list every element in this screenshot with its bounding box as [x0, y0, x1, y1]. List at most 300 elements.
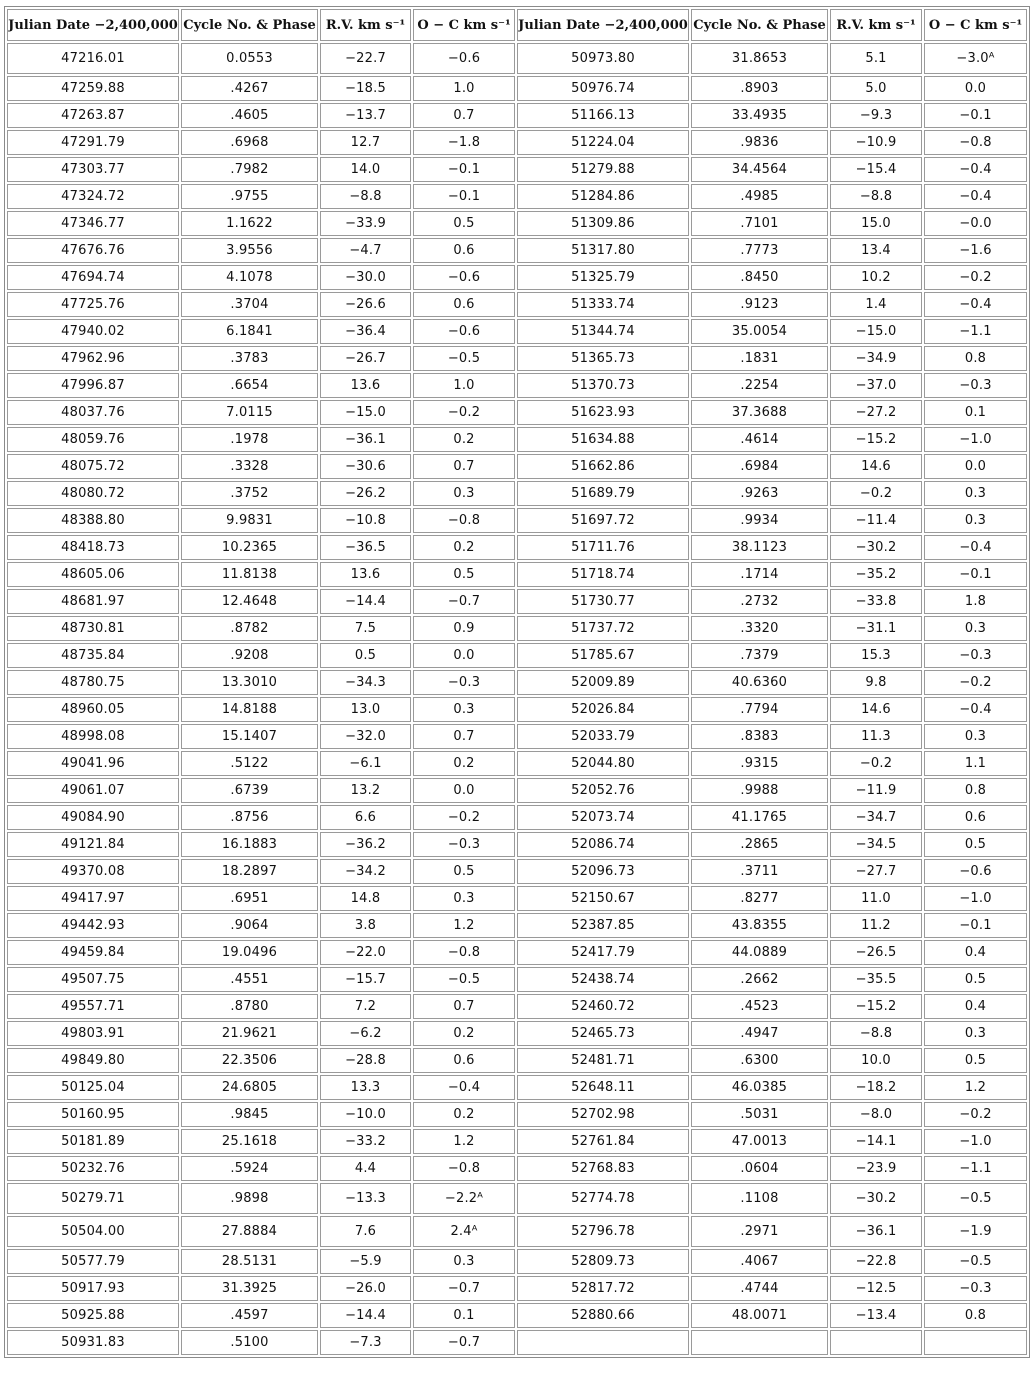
radial-velocity-table: [4, 6, 1030, 1358]
cell-radial-velocity: −14.4: [320, 589, 411, 614]
cell-cycle-phase-2: .2254: [691, 373, 828, 398]
cell-o-minus-c: 0.6: [413, 238, 515, 263]
cell-radial-velocity: −10.8: [320, 508, 411, 533]
table-row: [7, 805, 1027, 830]
cell-cycle-phase: .3328: [181, 454, 318, 479]
cell-radial-velocity-2: 15.0: [830, 211, 922, 236]
table-row: [7, 1102, 1027, 1127]
cell-radial-velocity: 7.2: [320, 994, 411, 1019]
header-o-minus-c: O − C km s⁻¹: [413, 9, 515, 41]
table-row: [7, 724, 1027, 749]
cell-cycle-phase-2: 43.8355: [691, 913, 828, 938]
cell-radial-velocity-2: −18.2: [830, 1075, 922, 1100]
cell-radial-velocity: −6.1: [320, 751, 411, 776]
cell-o-minus-c-2: −0.4: [924, 157, 1027, 182]
cell-cycle-phase: 4.1078: [181, 265, 318, 290]
cell-o-minus-c-2: −0.4: [924, 184, 1027, 209]
cell-o-minus-c: −0.5: [413, 967, 515, 992]
cell-o-minus-c-2: 0.5: [924, 967, 1027, 992]
cell-cycle-phase: .5924: [181, 1156, 318, 1181]
cell-cycle-phase-2: .1714: [691, 562, 828, 587]
cell-radial-velocity: −26.0: [320, 1276, 411, 1301]
cell-o-minus-c-2: −1.0: [924, 427, 1027, 452]
cell-radial-velocity: −15.0: [320, 400, 411, 425]
table-row: [7, 1183, 1027, 1214]
cell-julian-date: 48998.08: [7, 724, 179, 749]
cell-julian-date-2: 51662.86: [517, 454, 689, 479]
cell-julian-date: 50504.00: [7, 1216, 179, 1247]
cell-radial-velocity: −36.5: [320, 535, 411, 560]
cell-radial-velocity: 7.6: [320, 1216, 411, 1247]
cell-o-minus-c-2: −3.0ᴬ: [924, 43, 1027, 74]
cell-julian-date-2: 52774.78: [517, 1183, 689, 1214]
cell-cycle-phase: .8782: [181, 616, 318, 641]
table-row: [7, 994, 1027, 1019]
cell-julian-date: 47996.87: [7, 373, 179, 398]
cell-julian-date-2: 52880.66: [517, 1303, 689, 1328]
cell-cycle-phase: .8756: [181, 805, 318, 830]
cell-o-minus-c-2: 0.3: [924, 1021, 1027, 1046]
cell-cycle-phase-2: .1831: [691, 346, 828, 371]
cell-julian-date-2: 51634.88: [517, 427, 689, 452]
table-row: [7, 1249, 1027, 1274]
cell-o-minus-c: 0.5: [413, 562, 515, 587]
cell-o-minus-c: −0.8: [413, 940, 515, 965]
cell-o-minus-c: −0.1: [413, 157, 515, 182]
table-row: [7, 1075, 1027, 1100]
cell-radial-velocity-2: −37.0: [830, 373, 922, 398]
cell-o-minus-c-2: −1.9: [924, 1216, 1027, 1247]
cell-o-minus-c-2: 0.3: [924, 616, 1027, 641]
cell-o-minus-c: 1.0: [413, 76, 515, 101]
cell-radial-velocity-2: −15.0: [830, 319, 922, 344]
cell-julian-date: 47940.02: [7, 319, 179, 344]
cell-o-minus-c: 0.6: [413, 292, 515, 317]
cell-julian-date-2: 52086.74: [517, 832, 689, 857]
cell-radial-velocity: 12.7: [320, 130, 411, 155]
cell-julian-date: 48037.76: [7, 400, 179, 425]
cell-julian-date-2: 52460.72: [517, 994, 689, 1019]
cell-radial-velocity: 13.6: [320, 562, 411, 587]
cell-julian-date-2: 50976.74: [517, 76, 689, 101]
cell-o-minus-c-2: 0.3: [924, 508, 1027, 533]
cell-radial-velocity-2: 15.3: [830, 643, 922, 668]
cell-o-minus-c: 0.7: [413, 994, 515, 1019]
table-row: [7, 1276, 1027, 1301]
cell-radial-velocity-2: −8.0: [830, 1102, 922, 1127]
table-row: [7, 1129, 1027, 1154]
cell-o-minus-c-2: −1.1: [924, 1156, 1027, 1181]
cell-cycle-phase: .4597: [181, 1303, 318, 1328]
cell-radial-velocity: −13.7: [320, 103, 411, 128]
cell-cycle-phase: 27.8884: [181, 1216, 318, 1247]
cell-o-minus-c: 0.3: [413, 481, 515, 506]
table-row: [7, 292, 1027, 317]
cell-cycle-phase: .9845: [181, 1102, 318, 1127]
cell-cycle-phase: .5122: [181, 751, 318, 776]
cell-cycle-phase-2: .0604: [691, 1156, 828, 1181]
cell-o-minus-c-2: 0.3: [924, 724, 1027, 749]
cell-radial-velocity: −26.6: [320, 292, 411, 317]
table-row: [7, 1156, 1027, 1181]
cell-cycle-phase-2: .8383: [691, 724, 828, 749]
cell-o-minus-c: 0.3: [413, 697, 515, 722]
cell-cycle-phase-2: .4523: [691, 994, 828, 1019]
cell-o-minus-c: −0.7: [413, 589, 515, 614]
cell-cycle-phase-2: 38.1123: [691, 535, 828, 560]
cell-o-minus-c-2: −0.5: [924, 1183, 1027, 1214]
cell-radial-velocity-2: −10.9: [830, 130, 922, 155]
table-row: [7, 832, 1027, 857]
cell-julian-date-2: 51325.79: [517, 265, 689, 290]
cell-radial-velocity-2: 14.6: [830, 454, 922, 479]
cell-julian-date-2: 51166.13: [517, 103, 689, 128]
table-row: [7, 751, 1027, 776]
cell-o-minus-c: −0.4: [413, 1075, 515, 1100]
cell-o-minus-c: 1.0: [413, 373, 515, 398]
cell-julian-date-2: 52796.78: [517, 1216, 689, 1247]
table-row: [7, 76, 1027, 101]
cell-julian-date: 49370.08: [7, 859, 179, 884]
cell-o-minus-c: 0.2: [413, 535, 515, 560]
cell-o-minus-c-2: 0.4: [924, 940, 1027, 965]
header-radial-velocity-2: R.V. km s⁻¹: [830, 9, 922, 41]
cell-radial-velocity: −33.2: [320, 1129, 411, 1154]
cell-o-minus-c: −0.6: [413, 43, 515, 74]
cell-julian-date: 48730.81: [7, 616, 179, 641]
cell-julian-date-2: 52150.67: [517, 886, 689, 911]
cell-julian-date: 50181.89: [7, 1129, 179, 1154]
cell-julian-date: 47216.01: [7, 43, 179, 74]
cell-julian-date-2: 52465.73: [517, 1021, 689, 1046]
cell-julian-date-2: 51623.93: [517, 400, 689, 425]
table-row: [7, 697, 1027, 722]
cell-julian-date: 49849.80: [7, 1048, 179, 1073]
cell-o-minus-c: 2.4ᴬ: [413, 1216, 515, 1247]
table-row: [7, 643, 1027, 668]
cell-o-minus-c-2: 0.3: [924, 481, 1027, 506]
cell-cycle-phase-2: .4985: [691, 184, 828, 209]
cell-julian-date-2: 52768.83: [517, 1156, 689, 1181]
cell-o-minus-c-2: 0.0: [924, 76, 1027, 101]
table-row: [7, 1330, 1027, 1355]
cell-cycle-phase-2: .4614: [691, 427, 828, 452]
cell-julian-date: 47263.87: [7, 103, 179, 128]
cell-radial-velocity: −5.9: [320, 1249, 411, 1274]
cell-julian-date: 47291.79: [7, 130, 179, 155]
cell-cycle-phase-2: 40.6360: [691, 670, 828, 695]
cell-o-minus-c-2: −0.3: [924, 373, 1027, 398]
table-row: [7, 940, 1027, 965]
cell-radial-velocity-2: 11.3: [830, 724, 922, 749]
cell-cycle-phase-2: .2662: [691, 967, 828, 992]
cell-o-minus-c: −0.3: [413, 832, 515, 857]
cell-radial-velocity-2: −22.8: [830, 1249, 922, 1274]
cell-o-minus-c: 0.6: [413, 1048, 515, 1073]
cell-cycle-phase: 10.2365: [181, 535, 318, 560]
cell-radial-velocity-2: [830, 1330, 922, 1355]
cell-julian-date-2: 51737.72: [517, 616, 689, 641]
table-row: [7, 130, 1027, 155]
cell-o-minus-c: −0.6: [413, 319, 515, 344]
cell-o-minus-c: −1.8: [413, 130, 515, 155]
table-row: [7, 670, 1027, 695]
cell-cycle-phase: .8780: [181, 994, 318, 1019]
cell-cycle-phase-2: 35.0054: [691, 319, 828, 344]
cell-radial-velocity: −32.0: [320, 724, 411, 749]
cell-radial-velocity: −34.2: [320, 859, 411, 884]
table-row: [7, 43, 1027, 74]
cell-cycle-phase: 18.2897: [181, 859, 318, 884]
table-row: [7, 967, 1027, 992]
cell-julian-date: 50125.04: [7, 1075, 179, 1100]
table-row: [7, 373, 1027, 398]
cell-radial-velocity-2: −33.8: [830, 589, 922, 614]
cell-radial-velocity-2: −0.2: [830, 751, 922, 776]
cell-o-minus-c: 0.7: [413, 724, 515, 749]
cell-julian-date-2: 52387.85: [517, 913, 689, 938]
cell-o-minus-c-2: 0.5: [924, 1048, 1027, 1073]
cell-julian-date: 49803.91: [7, 1021, 179, 1046]
cell-cycle-phase-2: 46.0385: [691, 1075, 828, 1100]
cell-radial-velocity: 7.5: [320, 616, 411, 641]
cell-julian-date-2: 51333.74: [517, 292, 689, 317]
cell-radial-velocity: −36.1: [320, 427, 411, 452]
cell-o-minus-c: −0.1: [413, 184, 515, 209]
cell-o-minus-c-2: 1.1: [924, 751, 1027, 776]
cell-radial-velocity: 14.0: [320, 157, 411, 182]
cell-julian-date: 50925.88: [7, 1303, 179, 1328]
cell-julian-date-2: 52026.84: [517, 697, 689, 722]
cell-o-minus-c: 0.5: [413, 859, 515, 884]
cell-cycle-phase: .9064: [181, 913, 318, 938]
cell-cycle-phase: .3783: [181, 346, 318, 371]
header-cycle-phase-2: Cycle No. & Phase: [691, 9, 828, 41]
cell-radial-velocity-2: −35.2: [830, 562, 922, 587]
cell-o-minus-c-2: −0.2: [924, 1102, 1027, 1127]
cell-cycle-phase-2: 37.3688: [691, 400, 828, 425]
cell-julian-date-2: 51718.74: [517, 562, 689, 587]
cell-radial-velocity: 6.6: [320, 805, 411, 830]
cell-julian-date: 49061.07: [7, 778, 179, 803]
cell-radial-velocity: −14.4: [320, 1303, 411, 1328]
cell-o-minus-c: −0.8: [413, 1156, 515, 1181]
cell-o-minus-c: 0.3: [413, 886, 515, 911]
cell-radial-velocity-2: 10.2: [830, 265, 922, 290]
cell-radial-velocity-2: −34.7: [830, 805, 922, 830]
cell-cycle-phase: .4551: [181, 967, 318, 992]
cell-julian-date-2: 51284.86: [517, 184, 689, 209]
cell-cycle-phase-2: .9123: [691, 292, 828, 317]
cell-o-minus-c: −0.3: [413, 670, 515, 695]
cell-julian-date: 50279.71: [7, 1183, 179, 1214]
cell-cycle-phase: 15.1407: [181, 724, 318, 749]
cell-julian-date-2: [517, 1330, 689, 1355]
cell-radial-velocity: 13.0: [320, 697, 411, 722]
cell-radial-velocity-2: 1.4: [830, 292, 922, 317]
cell-julian-date-2: 52648.11: [517, 1075, 689, 1100]
cell-cycle-phase: 12.4648: [181, 589, 318, 614]
cell-julian-date-2: 52817.72: [517, 1276, 689, 1301]
cell-julian-date: 50232.76: [7, 1156, 179, 1181]
cell-o-minus-c-2: −1.0: [924, 1129, 1027, 1154]
cell-radial-velocity: 13.6: [320, 373, 411, 398]
cell-cycle-phase-2: .4067: [691, 1249, 828, 1274]
table-row: [7, 184, 1027, 209]
cell-cycle-phase: 16.1883: [181, 832, 318, 857]
cell-cycle-phase: 14.8188: [181, 697, 318, 722]
cell-julian-date-2: 52073.74: [517, 805, 689, 830]
cell-julian-date-2: 51309.86: [517, 211, 689, 236]
cell-radial-velocity-2: −13.4: [830, 1303, 922, 1328]
cell-o-minus-c: 0.2: [413, 751, 515, 776]
cell-cycle-phase: 3.9556: [181, 238, 318, 263]
cell-cycle-phase-2: .8903: [691, 76, 828, 101]
table-row: [7, 103, 1027, 128]
cell-julian-date: 50917.93: [7, 1276, 179, 1301]
cell-julian-date: 47676.76: [7, 238, 179, 263]
cell-julian-date: 50160.95: [7, 1102, 179, 1127]
table-row: [7, 265, 1027, 290]
cell-cycle-phase: 22.3506: [181, 1048, 318, 1073]
cell-radial-velocity-2: 14.6: [830, 697, 922, 722]
cell-o-minus-c-2: −0.6: [924, 859, 1027, 884]
cell-cycle-phase: .9898: [181, 1183, 318, 1214]
cell-o-minus-c-2: 0.5: [924, 832, 1027, 857]
cell-cycle-phase: 1.1622: [181, 211, 318, 236]
cell-o-minus-c: 0.0: [413, 778, 515, 803]
cell-cycle-phase-2: 41.1765: [691, 805, 828, 830]
cell-radial-velocity-2: −14.1: [830, 1129, 922, 1154]
cell-radial-velocity-2: 9.8: [830, 670, 922, 695]
cell-cycle-phase-2: .5031: [691, 1102, 828, 1127]
table-row: [7, 616, 1027, 641]
header-cycle-phase: Cycle No. & Phase: [181, 9, 318, 41]
cell-radial-velocity: −36.2: [320, 832, 411, 857]
cell-julian-date-2: 51370.73: [517, 373, 689, 398]
cell-cycle-phase-2: .7773: [691, 238, 828, 263]
cell-julian-date: 48080.72: [7, 481, 179, 506]
cell-cycle-phase: .6654: [181, 373, 318, 398]
cell-julian-date: 49557.71: [7, 994, 179, 1019]
cell-julian-date: 47725.76: [7, 292, 179, 317]
cell-julian-date-2: 52044.80: [517, 751, 689, 776]
cell-cycle-phase: 25.1618: [181, 1129, 318, 1154]
cell-radial-velocity-2: −23.9: [830, 1156, 922, 1181]
cell-cycle-phase-2: .8450: [691, 265, 828, 290]
cell-cycle-phase: 19.0496: [181, 940, 318, 965]
cell-cycle-phase: 7.0115: [181, 400, 318, 425]
cell-cycle-phase-2: .9988: [691, 778, 828, 803]
cell-radial-velocity: −28.8: [320, 1048, 411, 1073]
table-row: [7, 859, 1027, 884]
cell-o-minus-c-2: 0.6: [924, 805, 1027, 830]
cell-cycle-phase: .7982: [181, 157, 318, 182]
cell-julian-date-2: 51317.80: [517, 238, 689, 263]
cell-julian-date: 47303.77: [7, 157, 179, 182]
table-row: [7, 1048, 1027, 1073]
table-row: [7, 886, 1027, 911]
header-row: [7, 9, 1027, 41]
cell-cycle-phase-2: .4947: [691, 1021, 828, 1046]
cell-o-minus-c: −0.2: [413, 805, 515, 830]
cell-julian-date-2: 51697.72: [517, 508, 689, 533]
cell-cycle-phase: .6739: [181, 778, 318, 803]
cell-julian-date: 47962.96: [7, 346, 179, 371]
cell-radial-velocity: −26.7: [320, 346, 411, 371]
cell-julian-date-2: 51224.04: [517, 130, 689, 155]
cell-o-minus-c-2: −0.8: [924, 130, 1027, 155]
cell-cycle-phase-2: 44.0889: [691, 940, 828, 965]
cell-cycle-phase: .9208: [181, 643, 318, 668]
cell-o-minus-c-2: 1.8: [924, 589, 1027, 614]
cell-radial-velocity-2: −12.5: [830, 1276, 922, 1301]
cell-radial-velocity-2: −31.1: [830, 616, 922, 641]
cell-julian-date: 48735.84: [7, 643, 179, 668]
cell-radial-velocity: −26.2: [320, 481, 411, 506]
cell-o-minus-c-2: −0.2: [924, 265, 1027, 290]
cell-julian-date: 49442.93: [7, 913, 179, 938]
cell-cycle-phase-2: .9934: [691, 508, 828, 533]
cell-o-minus-c-2: 1.2: [924, 1075, 1027, 1100]
cell-radial-velocity-2: −15.2: [830, 427, 922, 452]
cell-cycle-phase: 6.1841: [181, 319, 318, 344]
cell-o-minus-c: 0.7: [413, 103, 515, 128]
cell-cycle-phase-2: .2865: [691, 832, 828, 857]
cell-cycle-phase-2: 33.4935: [691, 103, 828, 128]
cell-radial-velocity-2: −35.5: [830, 967, 922, 992]
cell-o-minus-c-2: 0.0: [924, 454, 1027, 479]
table-body: [7, 43, 1027, 1355]
table-row: [7, 1216, 1027, 1247]
cell-o-minus-c-2: −0.4: [924, 292, 1027, 317]
cell-julian-date: 50931.83: [7, 1330, 179, 1355]
cell-radial-velocity: 4.4: [320, 1156, 411, 1181]
cell-radial-velocity: −22.0: [320, 940, 411, 965]
cell-julian-date: 48059.76: [7, 427, 179, 452]
cell-cycle-phase-2: .7101: [691, 211, 828, 236]
cell-radial-velocity-2: −30.2: [830, 535, 922, 560]
cell-radial-velocity-2: −11.9: [830, 778, 922, 803]
cell-o-minus-c: 0.1: [413, 1303, 515, 1328]
cell-julian-date-2: 51344.74: [517, 319, 689, 344]
table-row: [7, 589, 1027, 614]
cell-radial-velocity-2: −34.5: [830, 832, 922, 857]
cell-cycle-phase-2: .6984: [691, 454, 828, 479]
cell-julian-date: 48075.72: [7, 454, 179, 479]
cell-julian-date: 50577.79: [7, 1249, 179, 1274]
cell-cycle-phase: .6968: [181, 130, 318, 155]
cell-o-minus-c-2: −1.6: [924, 238, 1027, 263]
cell-julian-date: 47694.74: [7, 265, 179, 290]
cell-o-minus-c: 0.5: [413, 211, 515, 236]
cell-radial-velocity-2: −8.8: [830, 1021, 922, 1046]
cell-cycle-phase-2: [691, 1330, 828, 1355]
cell-julian-date-2: 51785.67: [517, 643, 689, 668]
cell-radial-velocity-2: 10.0: [830, 1048, 922, 1073]
cell-radial-velocity: 13.2: [320, 778, 411, 803]
table-row: [7, 454, 1027, 479]
cell-radial-velocity: −34.3: [320, 670, 411, 695]
cell-julian-date-2: 51365.73: [517, 346, 689, 371]
cell-radial-velocity: −8.8: [320, 184, 411, 209]
table-row: [7, 157, 1027, 182]
cell-cycle-phase-2: .3320: [691, 616, 828, 641]
header-radial-velocity: R.V. km s⁻¹: [320, 9, 411, 41]
cell-julian-date: 49459.84: [7, 940, 179, 965]
cell-cycle-phase: .3704: [181, 292, 318, 317]
table-row: [7, 1303, 1027, 1328]
